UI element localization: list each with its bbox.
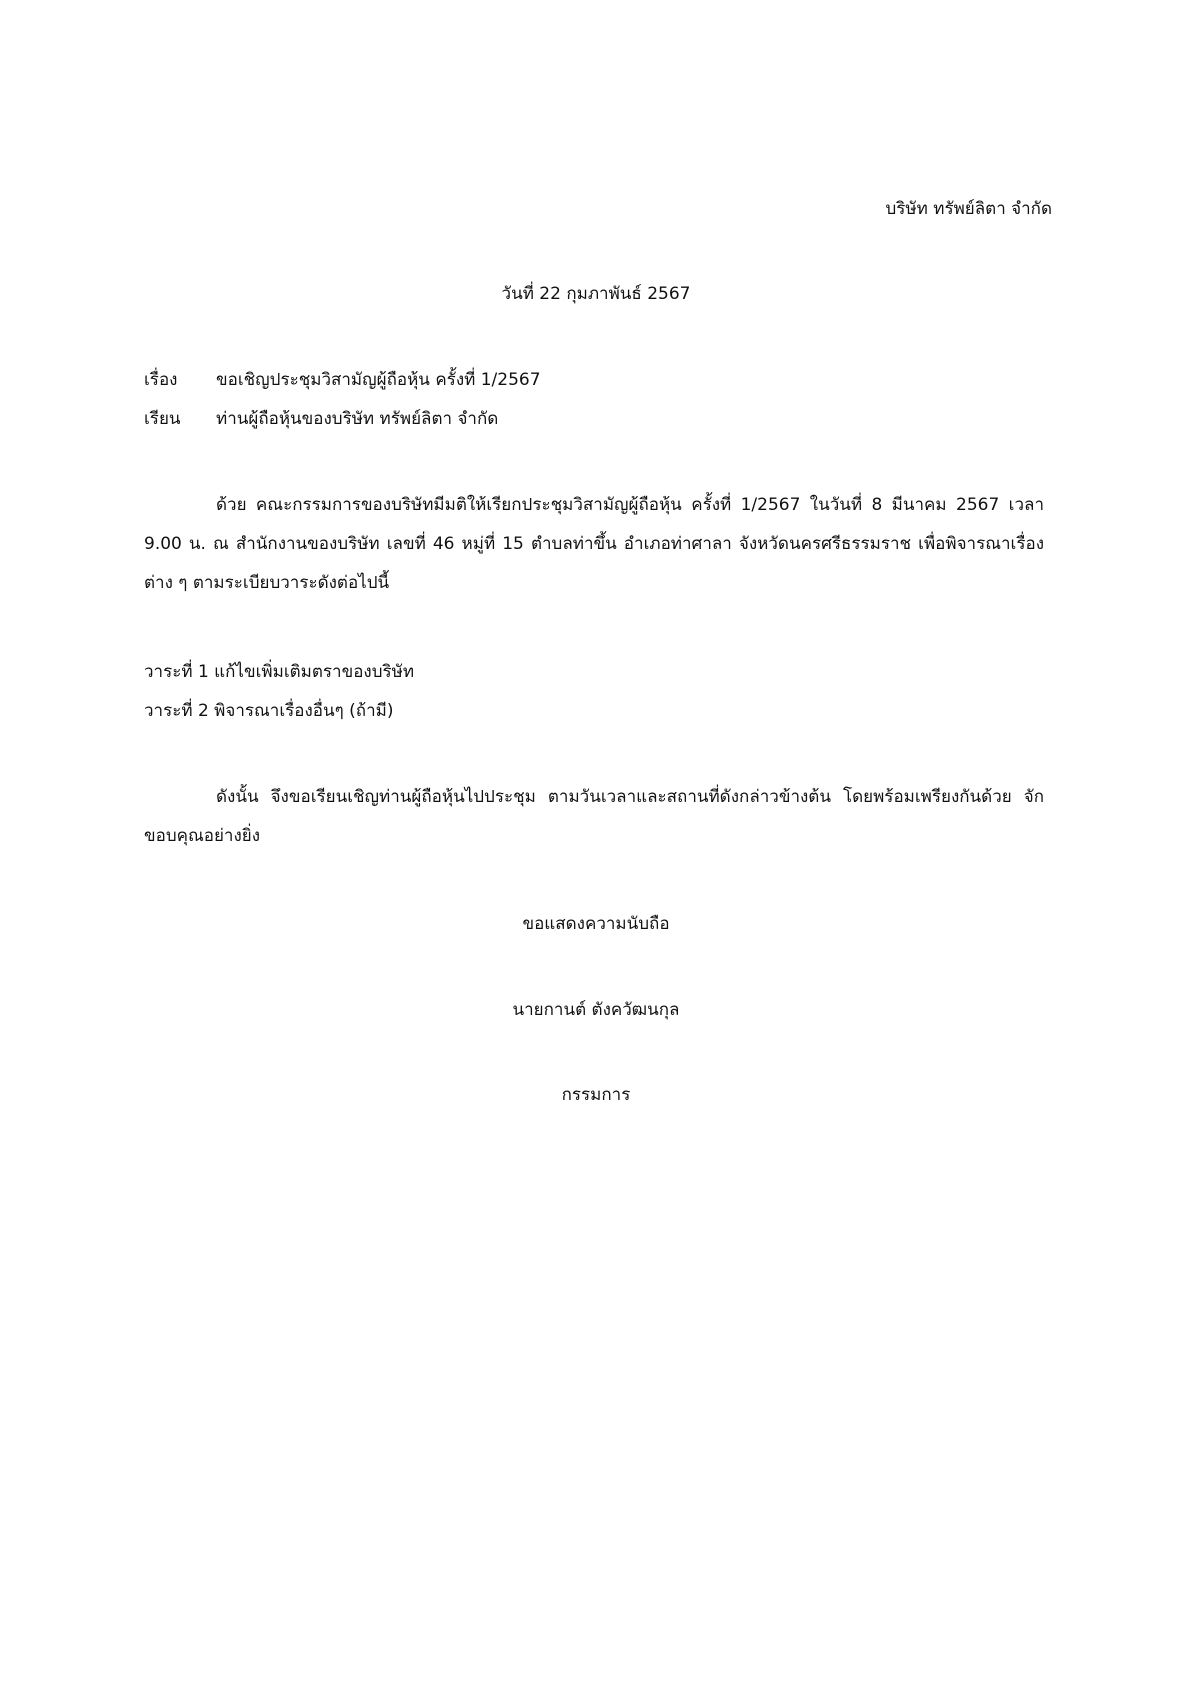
body-paragraph-meeting-notice: ด้วย คณะกรรมการของบริษัทมีมติให้เรียกประชุมวิสามัญผู้ถือหุ้น ครั้งที่ 1/2567 ในวันที่ 8 มีนาคม 2567 เวลา 9.00 น. ณ สำนักงานของบริษัท เลขที่ 46 หมู่ที่ 15 ตำบลท่าขึ้น อำเภอท่าศาลา จังหวัดนครศรีธรรมราช เพื่อพิจารณาเรื่องต่าง ๆ ตามระเบียบวาระดังต่อไปนี้ xyxy=(144,495,1044,593)
company-name: บริษัท ทรัพย์ลิตา จำกัด xyxy=(885,199,1052,219)
closing-salutation: ขอแสดงความนับถือ xyxy=(522,914,670,934)
letter-date: วันที่ 22 กุมภาพันธ์ 2567 xyxy=(501,284,691,304)
signer-name: นายกานต์ ตังควัฒนกุล xyxy=(512,1000,680,1020)
body-paragraph-invitation: ดังนั้น จึงขอเรียนเชิญท่านผู้ถือหุ้นไปประชุม ตามวันเวลาและสถานที่ดังกล่าวข้างต้น โดยพร้อมเพรียงกันด้วย จักขอบคุณอย่างยิ่ง xyxy=(144,787,1044,846)
subject-text: ขอเชิญประชุมวิสามัญผู้ถือหุ้น ครั้งที่ 1/2567 xyxy=(216,370,541,390)
subject-label: เรื่อง xyxy=(144,370,178,390)
agenda-item-2: วาระที่ 2 พิจารณาเรื่องอื่นๆ (ถ้ามี) xyxy=(144,701,394,721)
signer-position: กรรมการ xyxy=(561,1085,631,1105)
recipient-text: ท่านผู้ถือหุ้นของบริษัท ทรัพย์ลิตา จำกัด xyxy=(216,409,499,429)
agenda-item-1: วาระที่ 1 แก้ไขเพิ่มเติมตราของบริษัท xyxy=(144,662,415,682)
recipient-label: เรียน xyxy=(144,409,181,429)
